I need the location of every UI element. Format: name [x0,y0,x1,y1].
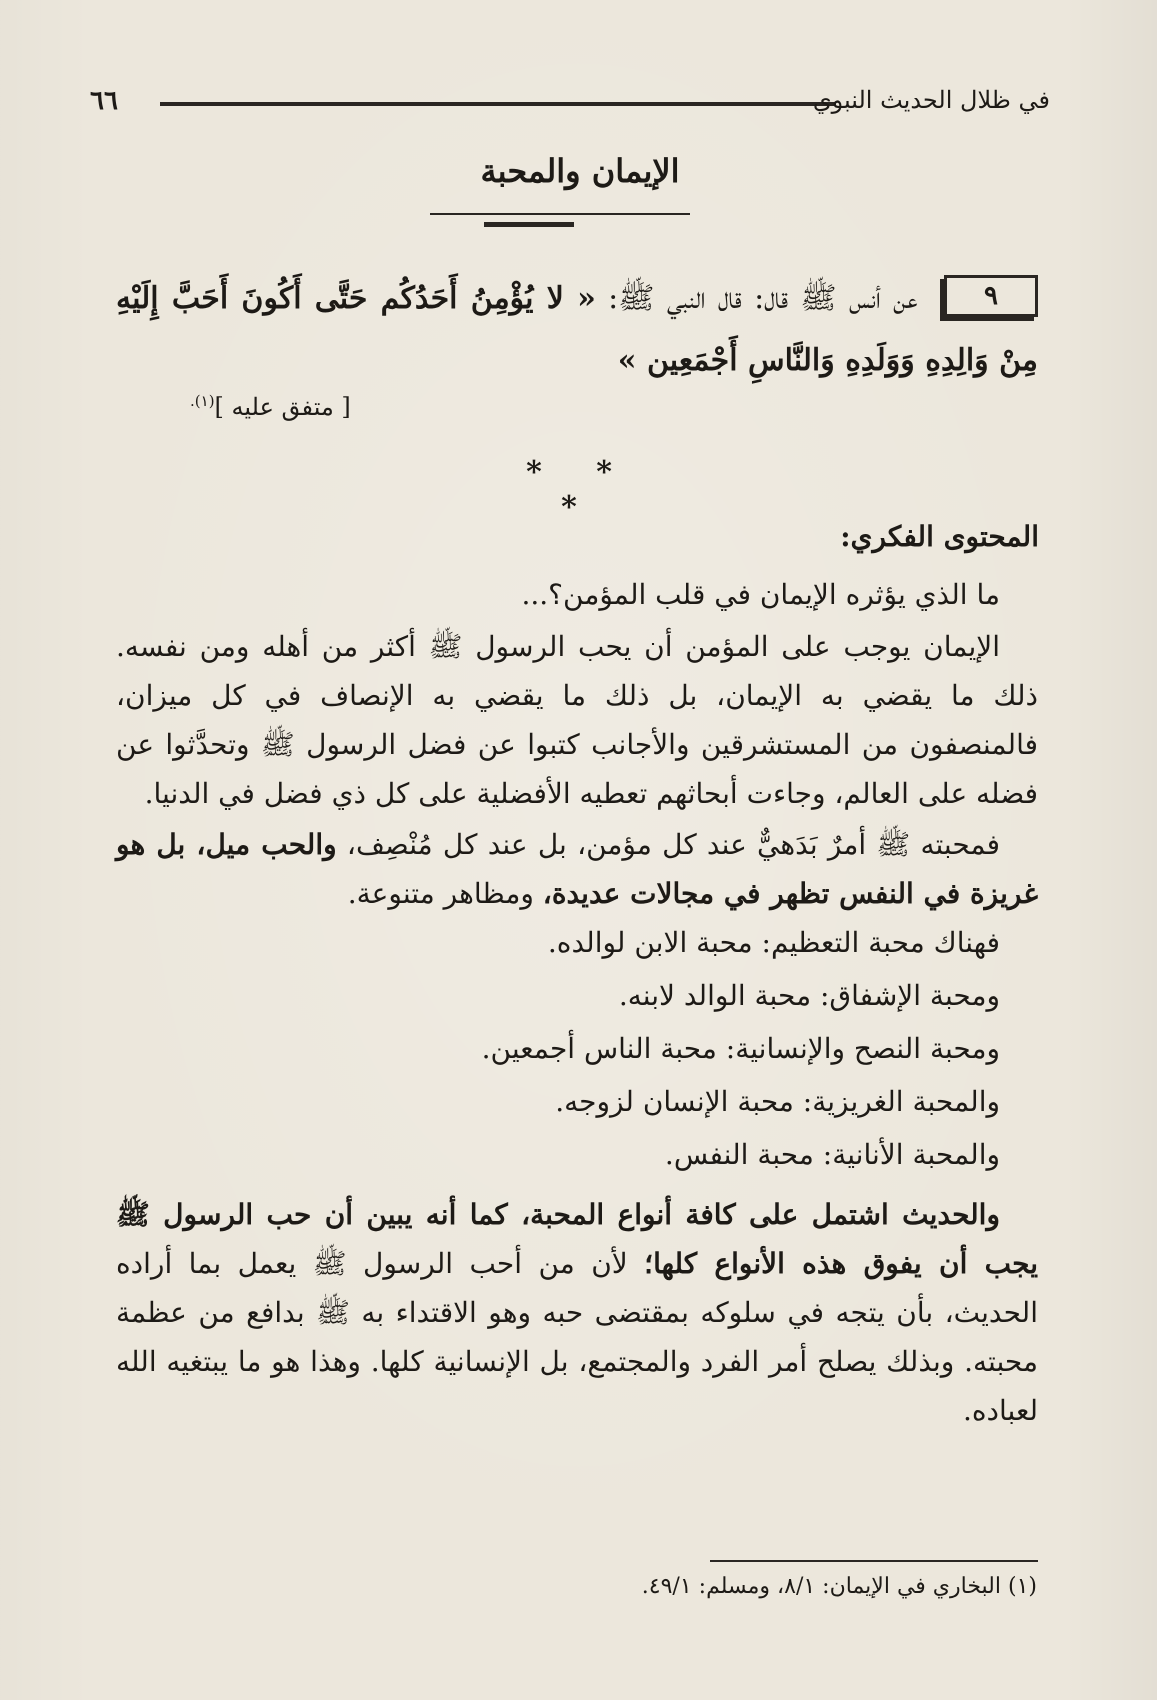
list-item: والمحبة الأنانية: محبة النفس. [664,1138,1000,1171]
footnote: (١) البخاري في الإيمان: ٨/١، ومسلم: ٤٩/١. [641,1574,1037,1599]
paragraph-2-c: ومظاهر متنوعة. [347,877,534,910]
paragraph-3-rest: لأن من أحب الرسول ﷺ يعمل بما أراده الحديث، بأن يتجه في سلوكه بمقتضى حبه وهو الاقتداء به ﷺ بدافع من عظمة محبته. وبذلك يصلح أمر الفرد والمجتمع، بل الإنسانية كلها. وهذا هو ما يبتغيه الله لعباده. [116,1247,1038,1427]
paragraph-2-a: فمحبته ﷺ أمرٌ بَدَهيٌّ عند كل مؤمن، بل عند كل مُنْصِف، [346,828,1001,861]
book-title: في ظلال الحديث النبوي [812,86,1050,114]
title-underline [484,222,574,227]
list-item: والمحبة الغريزية: محبة الإنسان لزوجه. [555,1085,1000,1118]
footnote-ref: (١). [190,392,215,410]
hadith-quote: « لا يُؤْمِنُ أَحَدُكُم حَتَّى أَكُونَ أَحَبَّ إِلَيْهِ مِنْ وَالِدِهِ وَوَلَدِهِ وَالنَّاسِ أَجْمَعِين » [116,281,1038,378]
paragraph-2-b: والحب ميل، بل هو غريزة في النفس تظهر في مجالات عديدة، [116,828,1038,910]
section-title: الإيمان والمحبة [480,152,680,190]
header-rule [160,102,836,106]
list-item: ومحبة النصح والإنسانية: محبة الناس أجمعين. [481,1032,1000,1065]
title-underline-thin [430,213,690,215]
hadith-number-box: ٩ [944,275,1038,317]
subheading: المحتوى الفكري: [840,520,1039,553]
list-item: فهناك محبة التعظيم: محبة الابن لوالده. [547,926,1000,959]
paragraph-2 [116,820,1038,918]
paragraph-3-bold: والحديث اشتمل على كافة أنواع المحبة، كما أنه يبين أن حب الرسول ﷺ يجب أن يفوق هذه الأنواع كلها؛ [116,1198,1038,1280]
footnote-rule [710,1560,1038,1562]
question-paragraph [116,570,1038,619]
list-item: ومحبة الإشفاق: محبة الوالد لابنه. [618,979,1000,1012]
question-text: ما الذي يؤثره الإيمان في قلب المؤمن؟... [521,578,1000,611]
paragraph-1 [116,622,1038,818]
hadith-grade [190,392,351,421]
section-separator: * * * [526,455,634,525]
page-number: ٦٦ [90,86,118,116]
running-header [90,86,1050,120]
grade-label: [ متفق عليه ] [214,393,351,421]
hadith-text [116,268,1038,392]
paragraph-1-text: الإيمان يوجب على المؤمن أن يحب الرسول ﷺ أكثر من أهله ومن نفسه. ذلك ما يقضي به الإيمان، بل ذلك ما يقضي به الإنصاف في كل ميزان، فالمنصفون من المستشرقين والأجانب كتبوا عن فضل الرسول ﷺ وتحدَّثوا عن فضله على العالم، وجاءت أبحاثهم تعطيه الأفضلية على كل ذي فضل في الدنيا. [116,630,1038,810]
hadith-narration: عن أنس ﷺ قال: قال النبي ﷺ: [608,281,918,316]
love-types-list [116,918,1038,1179]
paragraph-3 [116,1190,1038,1435]
